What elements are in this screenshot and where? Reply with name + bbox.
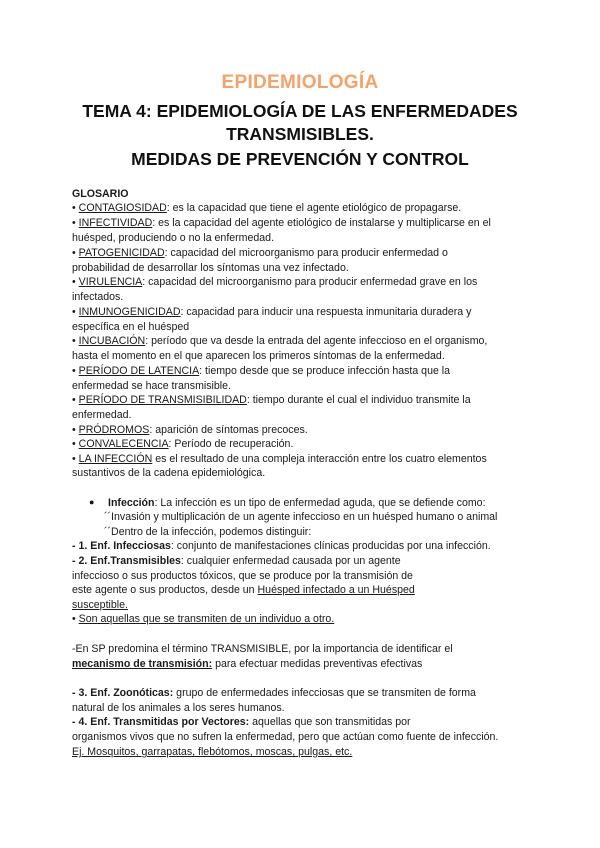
glossary-item-transmisibilidad [72,393,471,407]
definition: : aparición de síntomas precoces. [149,424,308,436]
glossary-item-continuation: enfermedad se hace transmisible. [72,380,231,392]
term: CONVALECENCIA [78,438,169,450]
bullet: • [72,335,76,347]
glossary-item-continuation: sustantivos de la cadena epidemiológica. [72,467,266,479]
bullet: • [72,247,76,259]
glossary-item-inmunogenicidad [72,305,471,319]
definition: : es la capacidad del agente etiológico de instalarse y multiplicarse en el [152,217,491,229]
label: - 4. Enf. Transmitidas por Vectores: [72,716,250,728]
term: LA INFECCIÓN [78,453,153,465]
definition: : es la capacidad que tiene el agente etiológico de propagarse. [166,202,462,214]
term: PRÓDROMOS [78,424,150,436]
type-infecciosas [72,539,491,553]
sp-paragraph-line-2 [72,657,422,671]
glossary-item-continuation: probabilidad de desarrollar los síntomas una vez infectado. [72,262,349,274]
type-transmisibles-line-3 [72,583,415,597]
subtitle-line-3: MEDIDAS DE PREVENCIÓN Y CONTROL [131,149,469,169]
glossary-item-prodromos [72,423,308,437]
definition: : tiempo desde que se produce infección hasta que la [199,365,451,377]
type-transmisibles-line-4: susceptible. [72,599,128,611]
sp-paragraph-line-1: -En SP predomina el término TRANSMISIBLE, por la importancia de identificar el [72,643,453,655]
term: mecanismo de transmisión: [72,658,213,670]
definition: : capacidad para inducir una respuesta inmunitaria duradera y [180,306,472,318]
term: INMUNOGENICIDAD [78,306,181,318]
definition: : conjunto de manifestaciones clínicas producidas por una infección. [170,540,491,552]
bullet: • [72,613,79,625]
glossary-item-infeccion [72,452,487,466]
term: PERÍODO DE TRANSMISIBILIDAD [78,394,247,406]
type-vectores-line-2: organismos vivos que no sufren la enfermedad, pero que actúan como fuente de infección. [72,731,499,743]
bullet: • [72,276,76,288]
bullet: • [72,365,76,377]
type-vectores-examples: Ej. Mosquitos, garrapatas, flebótomos, moscas, pulgas, etc. [72,746,353,758]
definition: : La infección es un tipo de enfermedad aguda, que se defiende como: [154,497,486,509]
text: para efectuar medidas preventivas efectivas [212,658,423,670]
term: Infección [108,497,155,509]
glossary-item-contagiosidad [72,201,461,215]
bullet: • [72,424,76,436]
infection-item-line-2: ´´Invasión y multiplicación de un agente infeccioso en un huésped humano o animal [104,511,498,523]
glossary-item-patogenicidad [72,246,448,260]
type-transmisibles [72,554,401,568]
bullet: • [72,438,76,450]
document-title: EPIDEMIOLOGÍA [221,72,379,93]
glossary-item-infectividad [72,216,491,230]
bullet-dot: ● [89,497,95,507]
definition: aquellas que son transmitidas por [249,716,411,728]
type-transmisibles-note [72,612,334,626]
label: - 2. Enf.Transmisibles [72,555,181,567]
definition: : tiempo durante el cual el individuo transmite la [246,394,471,406]
definition: : período que va desde la entrada del agente infeccioso en el organismo, [145,335,488,347]
definition: : cualquier enfermedad causada por un agente [180,555,401,567]
bullet: • [72,217,76,229]
glossary-heading: GLOSARIO [72,188,129,200]
definition: : capacidad del microorganismo para producir enfermedad grave en los [142,276,478,288]
type-zoonoticas [72,686,476,700]
glossary-item-latencia [72,364,450,378]
glossary-item-virulencia [72,275,477,289]
term: INCUBACIÓN [78,335,146,347]
label: - 1. Enf. Infecciosas [72,540,171,552]
type-transmisibles-line-2: infeccioso o sus productos tóxicos, que se produce por la transmisión de [72,570,413,582]
term: VIRULENCIA [78,276,143,288]
definition: : capacidad del microorganismo para producir enfermedad o [164,247,448,259]
term: PERÍODO DE LATENCIA [78,365,200,377]
glossary-item-continuation: específica en el huésped [72,321,190,333]
bullet: • [72,453,76,465]
term: CONTAGIOSIDAD [78,202,167,214]
underlined-text: Huésped infectado a un Huésped [257,584,415,596]
infection-item-line-3: ´´Dentro de la infección, podemos distinguir: [104,526,312,538]
label: - 3. Enf. Zoonóticas: [72,687,174,699]
subtitle-line-1: TEMA 4: EPIDEMIOLOGÍA DE LAS ENFERMEDADES [82,101,518,121]
note-text: Son aquellas que se transmiten de un individuo a otro. [78,613,335,625]
definition: : Período de recuperación. [168,438,294,450]
subtitle-line-2: TRANSMISIBLES. [226,124,374,144]
infection-item [108,496,486,510]
type-vectores [72,715,411,729]
definition: grupo de enfermedades infecciosas que se transmiten de forma [173,687,476,699]
term: INFECTIVIDAD [78,217,153,229]
type-zoonoticas-line-2: natural de los animales a los seres humanos. [72,702,285,714]
definition: es el resultado de una compleja interacción entre los cuatro elementos [152,453,487,465]
glossary-item-continuation: huésped, produciendo o no la enfermedad. [72,232,275,244]
glossary-item-incubacion [72,334,487,348]
glossary-item-continuation: hasta el momento en el que aparecen los primeros síntomas de la enfermedad. [72,350,445,362]
glossary-item-continuation: enfermedad. [72,409,132,421]
glossary-item-continuation: infectados. [72,291,124,303]
bullet: • [72,202,76,214]
glossary-item-convalecencia [72,437,293,451]
bullet: • [72,394,76,406]
text: este agente o sus productos, desde un [72,584,258,596]
term: PATOGENICIDAD [78,247,165,259]
bullet: • [72,306,76,318]
